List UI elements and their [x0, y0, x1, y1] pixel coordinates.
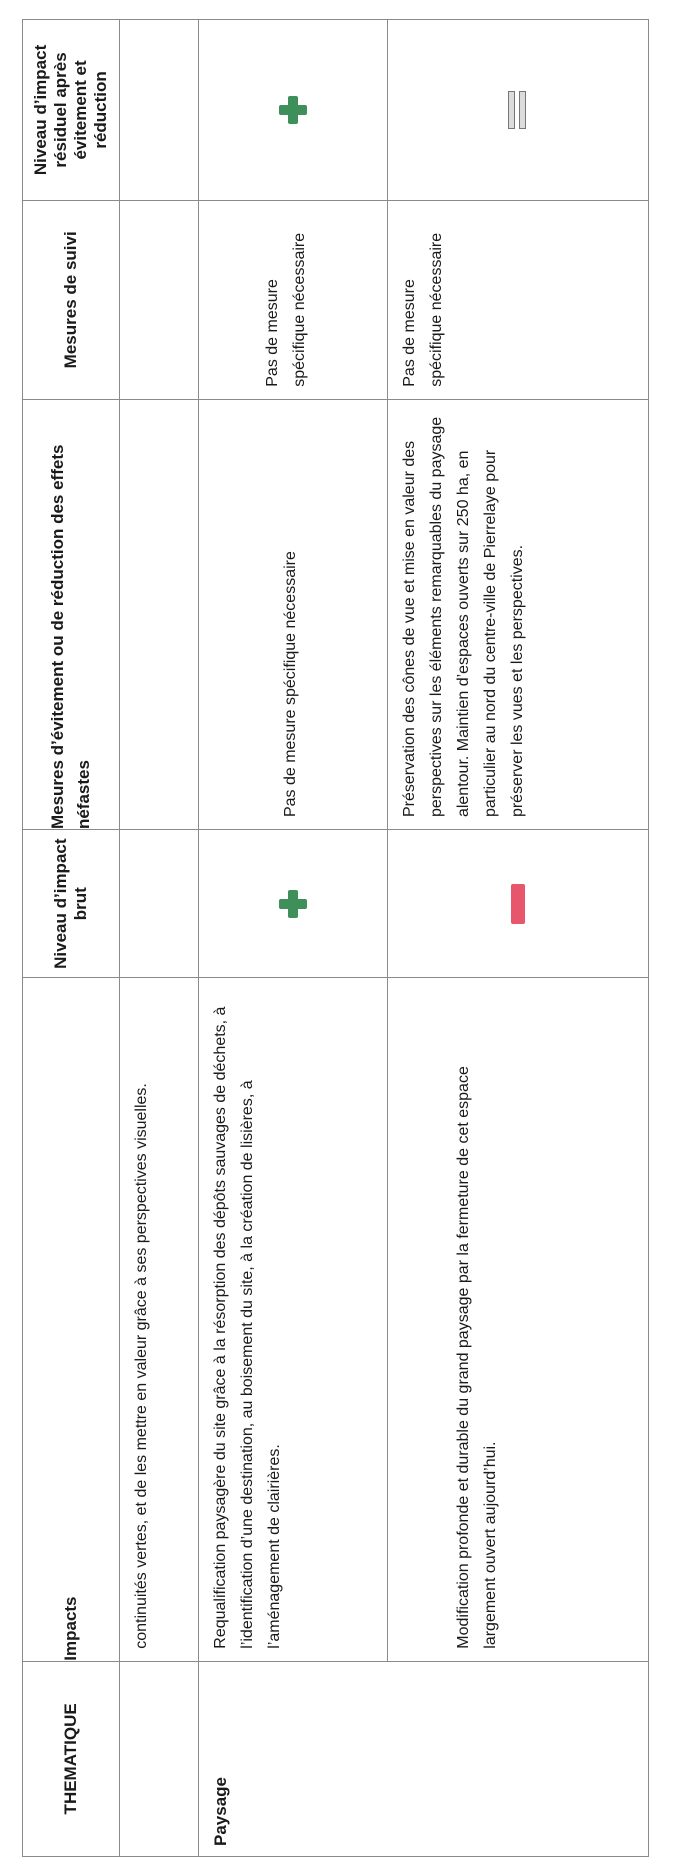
table-row	[120, 20, 199, 1857]
mesures-suivi-text: Pas de mesure spécifique nécessaire	[264, 232, 308, 387]
thematique-cell	[120, 1661, 199, 1856]
mesures-suivi-cell	[199, 200, 388, 399]
mesures-evitement-cell	[199, 399, 388, 829]
impacts-text: continuités vertes, et de les mettre en valeur grâce à ses perspectives visuelles.	[133, 1083, 150, 1649]
impacts-cell	[120, 978, 199, 1661]
mesures-suivi-cell	[388, 200, 649, 399]
table-row	[388, 20, 649, 1857]
header-niveau-brut: Niveau d’impact brut	[23, 830, 120, 978]
niveau-residuel-cell	[199, 20, 388, 201]
impact-table	[22, 19, 649, 1857]
mesures-evitement-text: Préservation des cônes de vue et mise en valeur des perspectives sur les éléments remarquables du paysage alentour. Maintien d’espaces ouverts sur 250 ha, en particulier au nord du centre-ville de Pierrelaye pour préserver les vues et les perspectives.	[401, 416, 526, 818]
plus-icon	[279, 890, 307, 918]
niveau-brut-cell	[199, 830, 388, 978]
niveau-residuel-cell	[120, 20, 199, 201]
impacts-text: Requalification paysagère du site grâce à la résorption des dépôts sauvages de déchets, à l’identification d’une destination, au boisement du site, à la création de lisières, à l’aménagement de clairières.	[212, 1006, 283, 1649]
mesures-suivi-cell	[120, 200, 199, 399]
impacts-cell	[388, 978, 649, 1661]
header-mesures-suivi: Mesures de suivi	[23, 200, 120, 399]
thematique-label: Paysage	[211, 1777, 230, 1846]
header-niveau-residuel: Niveau d’impact résiduel après évitement et réduction	[23, 20, 120, 201]
header-row	[23, 20, 120, 1857]
niveau-brut-cell	[388, 830, 649, 978]
niveau-brut-cell	[120, 830, 199, 978]
impacts-cell	[199, 978, 388, 1661]
mesures-evitement-text: Pas de mesure spécifique nécessaire	[282, 551, 299, 818]
mesures-suivi-text: Pas de mesure spécifique nécessaire	[401, 232, 445, 387]
thematique-cell	[199, 1661, 649, 1856]
plus-icon	[279, 96, 307, 124]
mesures-evitement-cell	[120, 399, 199, 829]
minus-icon	[511, 884, 525, 924]
header-mesures-evitement: Mesures d’évitement ou de réduction des effets néfastes	[23, 399, 120, 829]
niveau-residuel-cell	[388, 20, 649, 201]
equal-icon	[508, 91, 528, 129]
table-row	[199, 20, 388, 1857]
header-impacts: Impacts	[23, 978, 120, 1661]
header-thematique: THEMATIQUE	[23, 1661, 120, 1856]
mesures-evitement-cell	[388, 399, 649, 829]
impacts-text: Modification profonde et durable du grand paysage par la fermeture de cet espace largement ouvert aujourd’hui.	[455, 1066, 499, 1649]
